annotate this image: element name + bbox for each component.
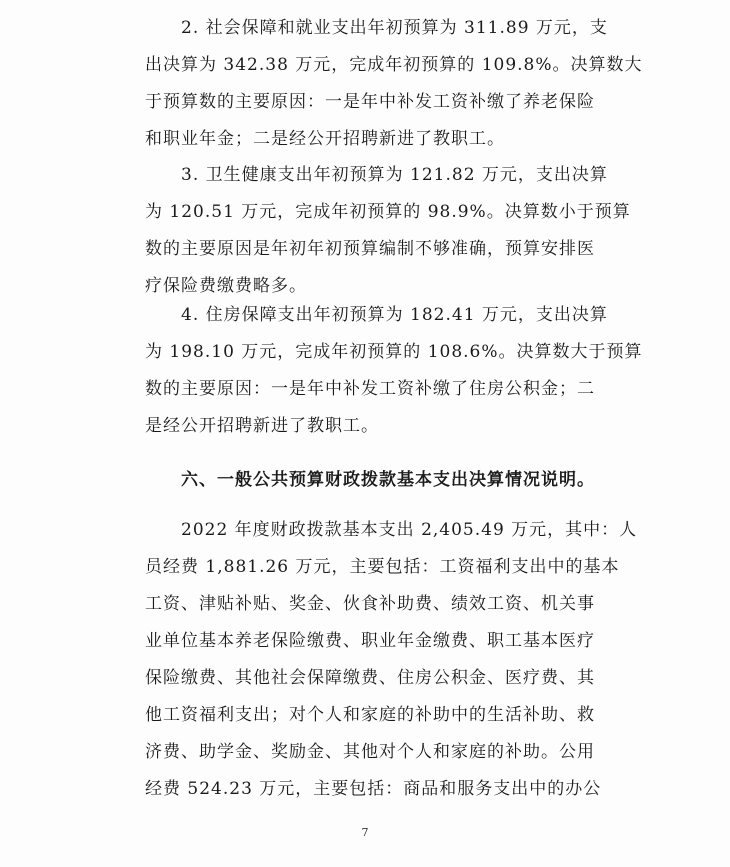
text-line: 他工资福利支出；对个人和家庭的补助中的生活补助、救: [145, 705, 595, 725]
text-line: 保险缴费、其他社会保障缴费、住房公积金、医疗费、其: [145, 668, 595, 688]
text-line: 济费、助学金、奖励金、其他对个人和家庭的补助。公用: [145, 742, 595, 762]
text-line: 于预算数的主要原因：一是年中补发工资补缴了养老保险: [145, 92, 595, 112]
section-heading: 六、一般公共预算财政拨款基本支出决算情况说明。: [181, 470, 595, 490]
text-line: 4. 住房保障支出年初预算为 182.41 万元，支出决算: [181, 305, 608, 325]
paragraph-housing: [145, 297, 643, 445]
text-line: 和职业年金；二是经公开招聘新进了教职工。: [145, 129, 505, 149]
paragraph-social-security: [145, 10, 643, 158]
text-line: 数的主要原因是年初年初预算编制不够准确，预算安排医: [145, 239, 595, 259]
page-number: 7: [361, 826, 369, 839]
text-line: 业单位基本养老保险缴费、职业年金缴费、职工基本医疗: [145, 631, 595, 651]
text-line: 工资、津贴补贴、奖金、伙食补助费、绩效工资、机关事: [145, 594, 595, 614]
text-line: 为 198.10 万元，完成年初预算的 108.6%。决算数大于预算: [145, 342, 643, 362]
text-line: 2022 年度财政拨款基本支出 2,405.49 万元，其中：人: [181, 520, 638, 540]
text-line: 经费 524.23 万元，主要包括：商品和服务支出中的办公: [145, 779, 602, 799]
text-line: 3. 卫生健康支出年初预算为 121.82 万元，支出决算: [181, 165, 608, 185]
paragraph-health: [145, 157, 631, 305]
text-line: 2. 社会保障和就业支出年初预算为 311.89 万元，支: [181, 18, 608, 38]
text-line: 出决算为 342.38 万元，完成年初预算的 109.8%。决算数大: [145, 55, 643, 75]
text-line: 数的主要原因：一是年中补发工资补缴了住房公积金；二: [145, 379, 595, 399]
text-line: 员经费 1,881.26 万元，主要包括：工资福利支出中的基本: [145, 557, 620, 577]
text-line: 疗保险费缴费略多。: [145, 276, 307, 296]
paragraph-basic-expenditure: [145, 512, 638, 808]
text-line: 是经公开招聘新进了教职工。: [145, 416, 379, 436]
text-line: 为 120.51 万元，完成年初预算的 98.9%。决算数小于预算: [145, 202, 631, 222]
